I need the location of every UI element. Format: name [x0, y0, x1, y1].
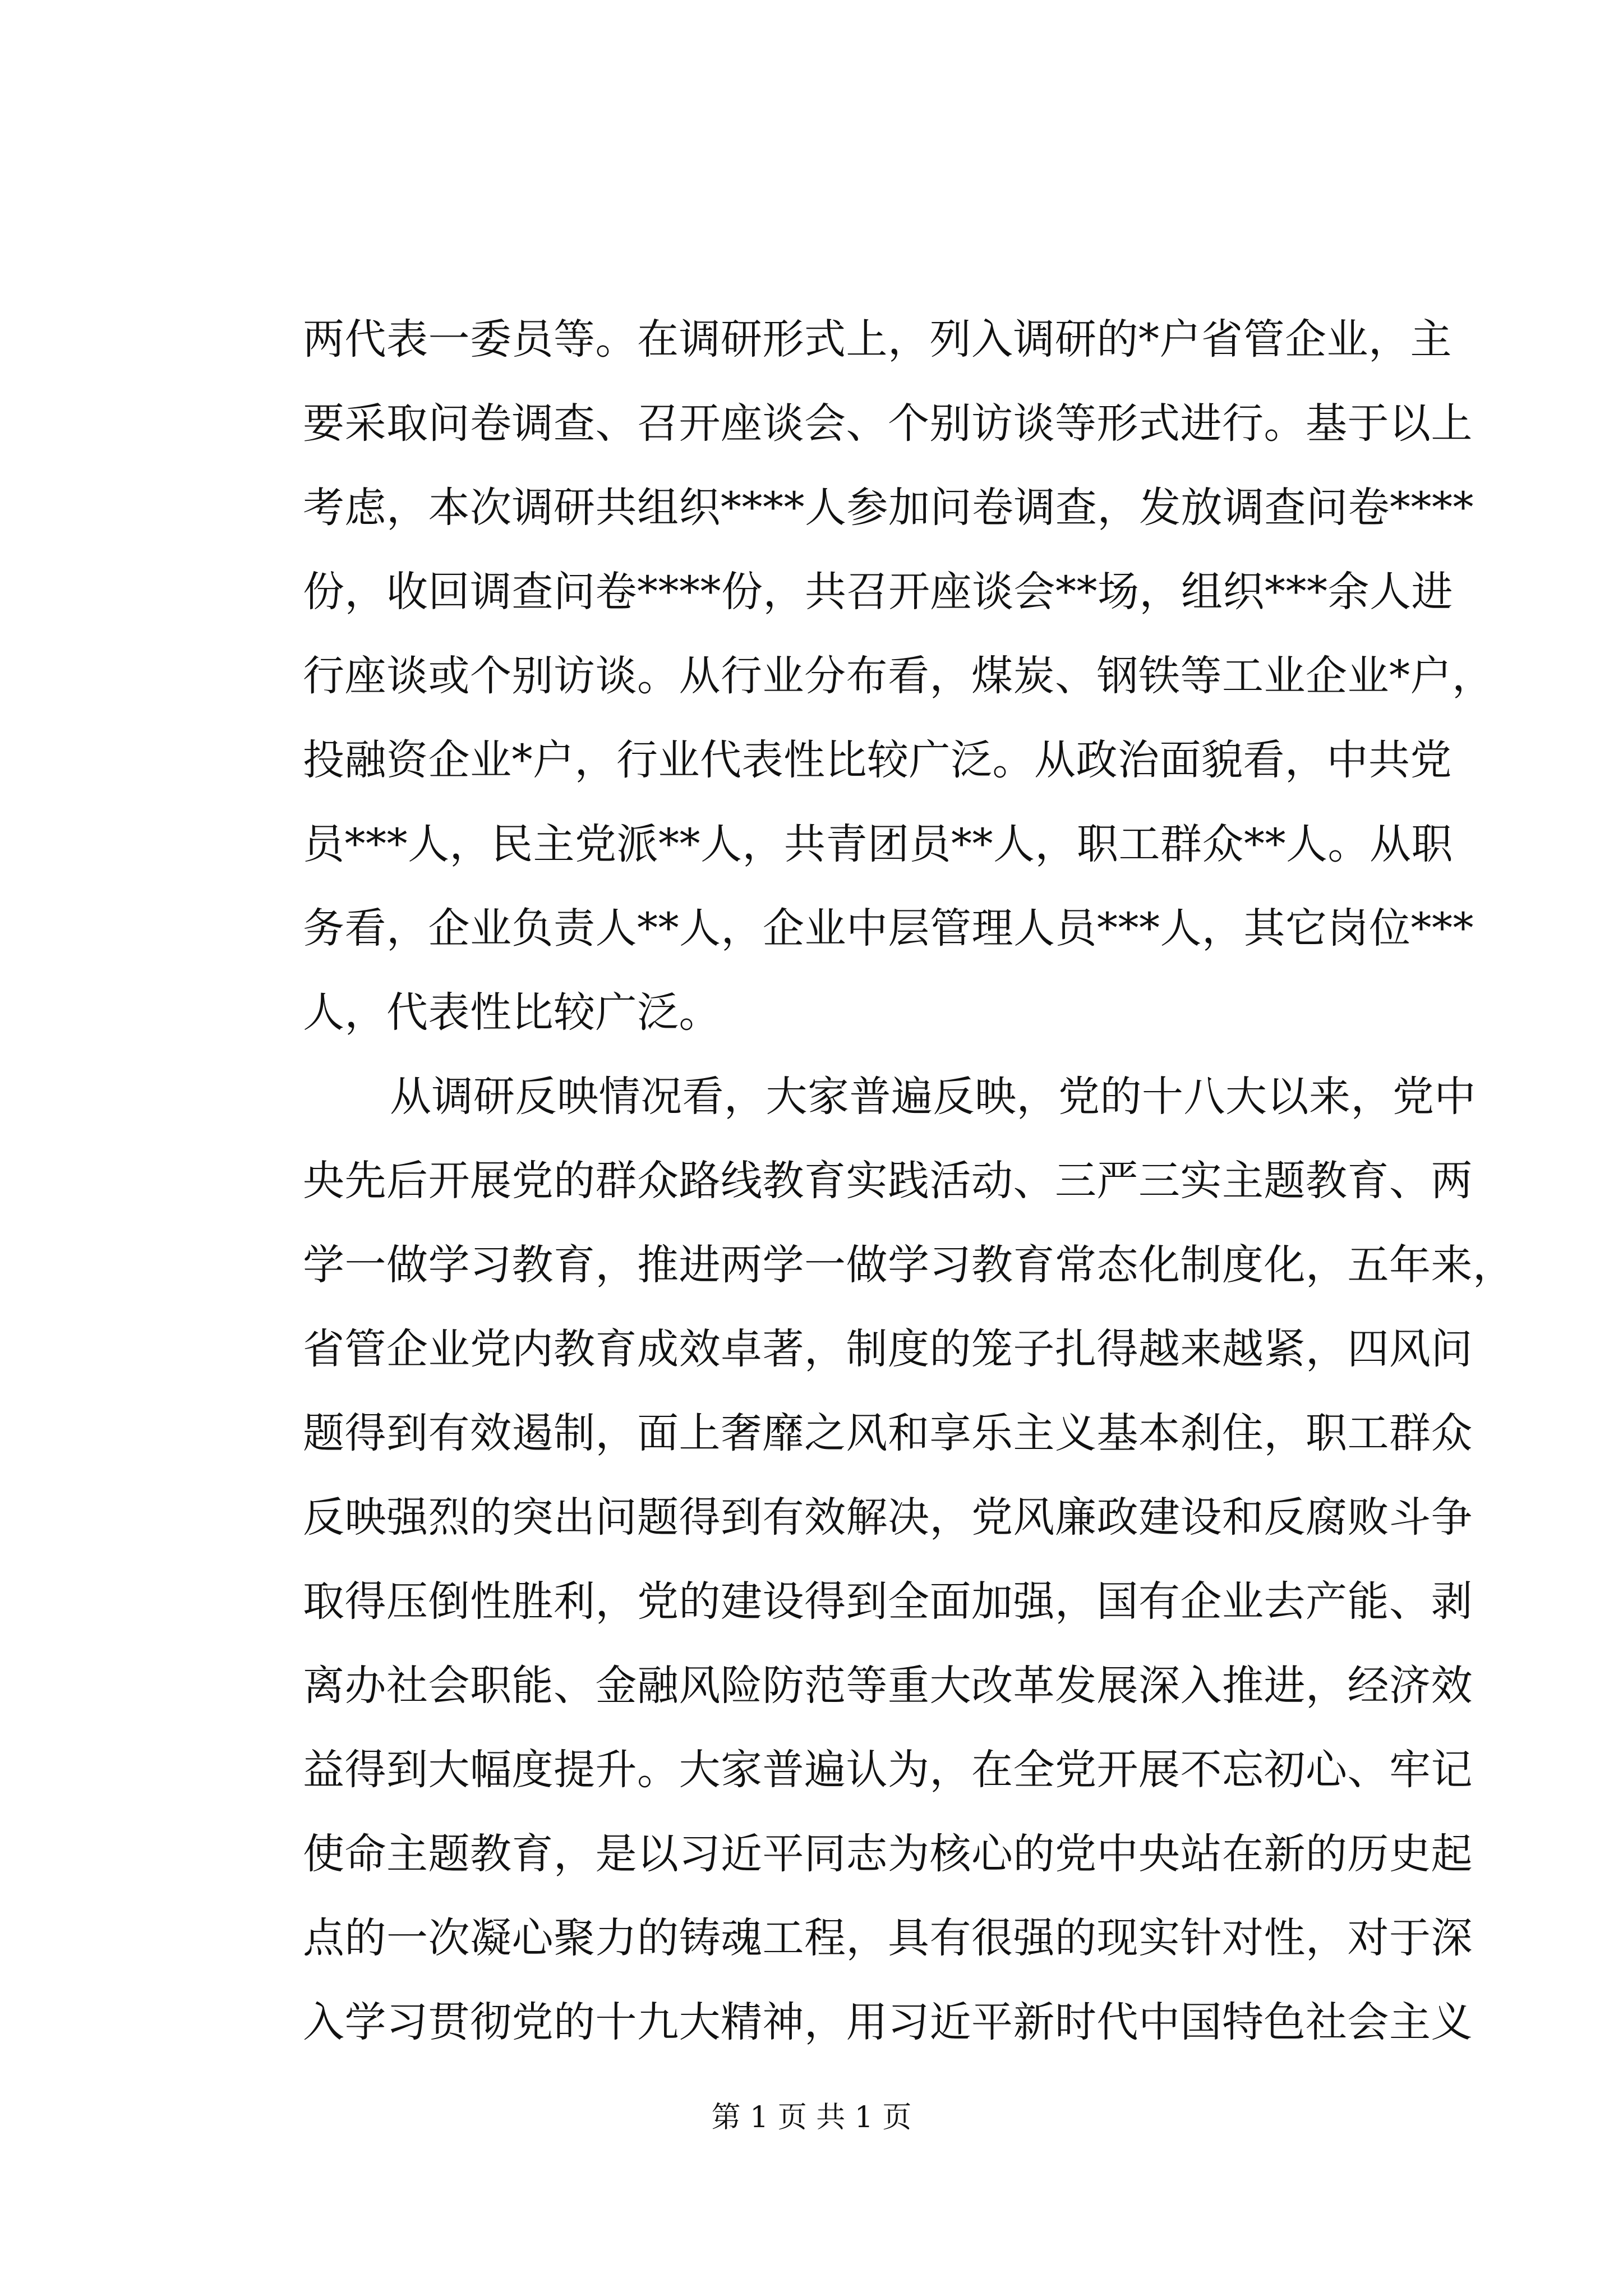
text-line-4: 份，收回调查问卷****份，共召开座谈会**场，组织***余人进	[303, 568, 1453, 616]
text-line-14: 题得到有效遏制，面上奢靡之风和享乐主义基本刹住，职工群众	[303, 1409, 1473, 1457]
text-line-5: 行座谈或个别访谈。从行业分布看，煤炭、钢铁等工业企业*户，	[303, 652, 1494, 700]
text-line-17: 离办社会职能、金融风险防范等重大改革发展深入推进，经济效	[303, 1662, 1473, 1710]
text-line-3: 考虑，本次调研共组织****人参加问卷调查，发放调查问卷****	[303, 484, 1474, 532]
page-number-label: 第 1 页 共 1 页	[711, 2101, 912, 2134]
text-line-12: 学一做学习教育，推进两学一做学习教育常态化制度化，五年来，	[303, 1241, 1515, 1289]
text-line-10: 从调研反映情况看，大家普遍反映，党的十八大以来，党中	[390, 1073, 1476, 1121]
text-line-8: 务看，企业负责人**人，企业中层管理人员***人，其它岗位***	[303, 904, 1474, 953]
text-line-18: 益得到大幅度提升。大家普遍认为，在全党开展不忘初心、牢记	[303, 1746, 1473, 1794]
text-line-13: 省管企业党内教育成效卓著，制度的笼子扎得越来越紧，四风问	[303, 1325, 1473, 1373]
text-line-9: 人，代表性比较广泛。	[303, 988, 721, 1037]
text-line-19: 使命主题教育，是以习近平同志为核心的党中央站在新的历史起	[303, 1830, 1473, 1878]
text-line-2: 要采取问卷调查、召开座谈会、个别访谈等形式进行。基于以上	[303, 399, 1473, 448]
text-line-16: 取得压倒性胜利，党的建设得到全面加强，国有企业去产能、剥	[303, 1577, 1473, 1626]
text-line-7: 员***人，民主党派**人，共青团员**人，职工群众**人。从职	[303, 820, 1453, 868]
text-line-15: 反映强烈的突出问题得到有效解决，党风廉政建设和反腐败斗争	[303, 1493, 1473, 1542]
page-footer	[0, 2098, 1623, 2137]
text-line-1: 两代表一委员等。在调研形式上，列入调研的*户省管企业，主	[303, 315, 1452, 364]
document-body	[303, 297, 1515, 2064]
text-line-21: 入学习贯彻党的十九大精神，用习近平新时代中国特色社会主义	[303, 1998, 1473, 2046]
text-line-20: 点的一次凝心聚力的铸魂工程，具有很强的现实针对性，对于深	[303, 1914, 1473, 1962]
text-line-6: 投融资企业*户，行业代表性比较广泛。从政治面貌看，中共党	[303, 736, 1452, 784]
text-line-11: 央先后开展党的群众路线教育实践活动、三严三实主题教育、两	[303, 1157, 1473, 1205]
